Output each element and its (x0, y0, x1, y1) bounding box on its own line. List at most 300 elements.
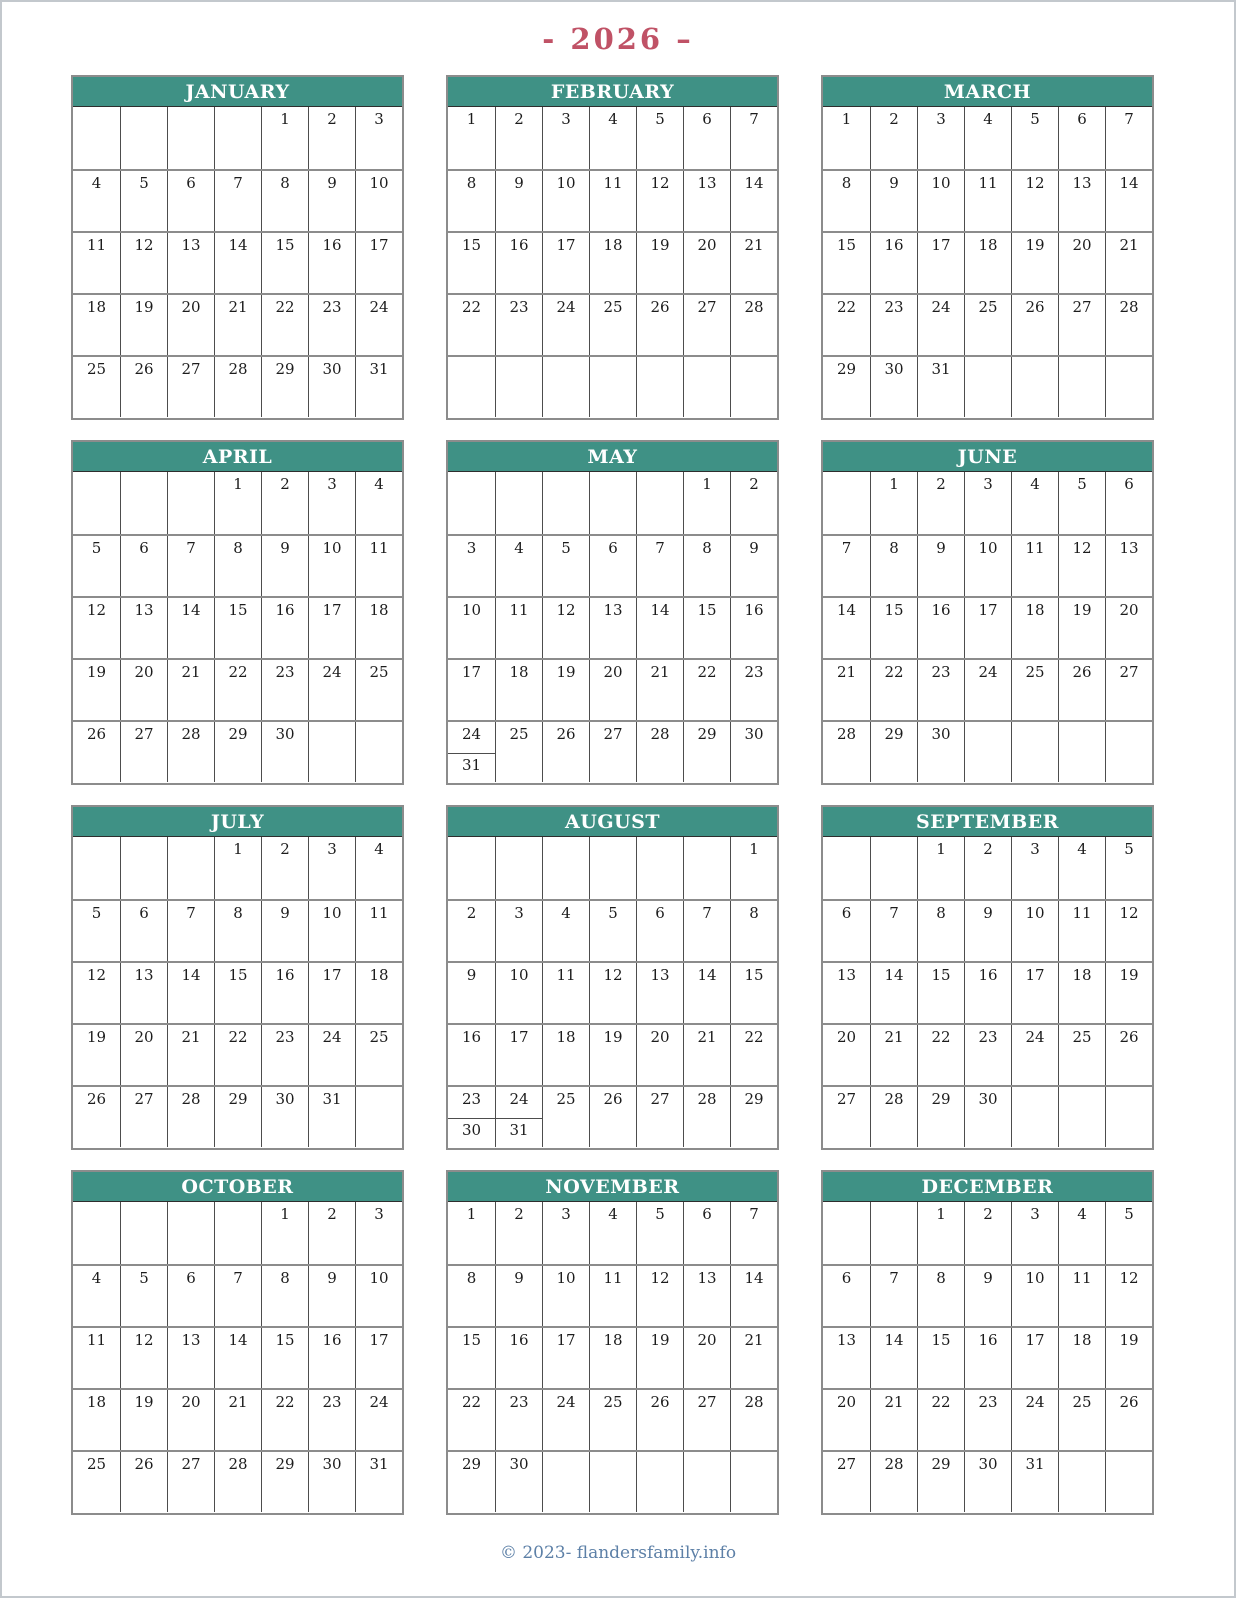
day-cell (1105, 171, 1152, 231)
day-number: 1 (466, 110, 477, 128)
day-number: 12 (86, 966, 107, 984)
day-number: 23 (744, 663, 764, 681)
day-number: 24 (369, 298, 389, 316)
week-row (823, 107, 1152, 169)
month-february (446, 75, 779, 420)
day-number: 22 (275, 1393, 295, 1411)
day-number: 29 (697, 725, 717, 743)
week-row (73, 107, 402, 169)
day-cell-empty (73, 472, 120, 534)
day-cell-split (448, 1087, 495, 1147)
week-row (823, 534, 1152, 596)
day-number: 20 (134, 1028, 154, 1046)
day-number: 9 (280, 539, 290, 557)
day-number: 3 (561, 1205, 571, 1223)
day-cell (964, 1025, 1011, 1085)
day-cell (120, 295, 167, 355)
day-number: 17 (556, 1331, 576, 1349)
day-cell (308, 171, 355, 231)
day-cell (823, 1025, 870, 1085)
day-cell-empty (1011, 1087, 1058, 1147)
day-cell (636, 1025, 683, 1085)
day-number: 25 (556, 1090, 576, 1108)
day-cell (917, 1452, 964, 1512)
day-cell (730, 1328, 777, 1388)
day-cell-empty (823, 1202, 870, 1264)
day-cell (495, 1452, 542, 1512)
day-cell (167, 357, 214, 417)
day-cell (589, 295, 636, 355)
day-cell (1058, 901, 1105, 961)
month-title: JUNE (823, 442, 1152, 472)
week-row (823, 1450, 1152, 1512)
day-number: 1 (466, 1205, 477, 1223)
day-number: 13 (1072, 174, 1092, 192)
day-number: 9 (983, 1269, 993, 1287)
day-number: 20 (836, 1028, 857, 1046)
day-cell (308, 1087, 355, 1147)
day-number: 13 (134, 966, 154, 984)
day-number: 15 (275, 1331, 295, 1349)
day-cell (214, 1025, 261, 1085)
day-cell (636, 171, 683, 231)
day-number: 6 (139, 904, 149, 922)
day-number: 15 (275, 236, 295, 254)
day-cell (167, 963, 214, 1023)
title-bar (2, 2, 1234, 75)
day-number: 24 (496, 1087, 542, 1119)
day-cell (355, 837, 402, 899)
day-cell-empty (495, 357, 542, 417)
day-cell (495, 1266, 542, 1326)
day-number: 10 (1025, 1269, 1045, 1287)
day-cell (120, 536, 167, 596)
day-cell (589, 1390, 636, 1450)
day-cell (308, 1025, 355, 1085)
day-number: 1 (280, 110, 290, 128)
week-row (823, 293, 1152, 355)
week-row (448, 961, 777, 1023)
day-number: 6 (841, 1269, 852, 1287)
day-cell-empty (870, 1202, 917, 1264)
day-cell (495, 1328, 542, 1388)
day-number: 12 (134, 1331, 154, 1349)
day-number: 18 (1072, 966, 1092, 984)
day-number: 15 (931, 1331, 951, 1349)
day-cell (870, 901, 917, 961)
day-number: 5 (1077, 475, 1087, 493)
day-number: 13 (134, 601, 154, 619)
day-number: 13 (1119, 539, 1139, 557)
day-number: 27 (1119, 663, 1139, 681)
day-cell (1105, 598, 1152, 658)
day-number: 20 (650, 1028, 670, 1046)
day-cell (355, 1452, 402, 1512)
day-cell (823, 171, 870, 231)
day-number: 10 (978, 539, 998, 557)
day-cell (261, 171, 308, 231)
day-number: 19 (1119, 966, 1139, 984)
day-cell (964, 1328, 1011, 1388)
day-cell (589, 1266, 636, 1326)
day-cell (261, 233, 308, 293)
day-number: 25 (509, 725, 529, 743)
day-cell (636, 1390, 683, 1450)
day-cell (120, 1328, 167, 1388)
day-cell (870, 1087, 917, 1147)
day-number: 28 (1119, 298, 1139, 316)
day-cell (964, 1202, 1011, 1264)
day-number: 3 (1030, 840, 1040, 858)
day-number: 21 (228, 298, 248, 316)
day-number: 9 (889, 174, 899, 192)
day-cell-empty (964, 722, 1011, 782)
week-row (823, 169, 1152, 231)
day-cell (823, 1328, 870, 1388)
day-cell (261, 1390, 308, 1450)
day-cell (542, 1087, 589, 1147)
day-cell (355, 1025, 402, 1085)
day-number: 5 (655, 110, 665, 128)
day-cell (542, 1390, 589, 1450)
day-cell (683, 107, 730, 169)
day-number: 22 (744, 1028, 764, 1046)
day-cell (448, 963, 495, 1023)
day-number: 26 (1072, 663, 1092, 681)
day-cell (636, 1087, 683, 1147)
day-cell (495, 536, 542, 596)
day-number: 26 (603, 1090, 623, 1108)
day-cell (355, 660, 402, 720)
day-cell-empty (214, 1202, 261, 1264)
week-row (448, 1023, 777, 1085)
day-number: 21 (181, 663, 201, 681)
day-cell (870, 472, 917, 534)
day-cell (730, 107, 777, 169)
day-number: 21 (744, 236, 764, 254)
day-cell (214, 1328, 261, 1388)
day-cell (495, 598, 542, 658)
day-cell (1058, 472, 1105, 534)
day-cell (73, 1452, 120, 1512)
day-number: 26 (86, 725, 107, 743)
day-cell (167, 171, 214, 231)
day-cell (870, 357, 917, 417)
month-title: MAY (448, 442, 777, 472)
day-cell (917, 171, 964, 231)
day-number: 23 (978, 1028, 998, 1046)
day-cell (214, 536, 261, 596)
week-row (73, 1326, 402, 1388)
day-number: 11 (978, 174, 998, 192)
day-number: 28 (884, 1455, 904, 1473)
day-cell (589, 1328, 636, 1388)
day-number-overflow: 31 (461, 756, 482, 774)
day-number: 6 (186, 174, 196, 192)
day-number: 30 (322, 360, 342, 378)
day-number: 23 (884, 298, 904, 316)
day-number: 31 (931, 360, 951, 378)
day-cell (1011, 472, 1058, 534)
day-number: 29 (228, 1090, 248, 1108)
day-cell (917, 837, 964, 899)
day-cell (1105, 660, 1152, 720)
week-row (73, 658, 402, 720)
week-row (823, 596, 1152, 658)
day-cell (964, 1087, 1011, 1147)
month-january (71, 75, 404, 420)
week-row (73, 720, 402, 782)
day-number: 26 (650, 298, 670, 316)
day-cell-empty (636, 472, 683, 534)
day-number: 9 (280, 904, 290, 922)
day-number: 28 (181, 725, 201, 743)
day-cell (448, 1452, 495, 1512)
day-number: 30 (931, 725, 951, 743)
day-cell (1105, 472, 1152, 534)
day-cell (308, 598, 355, 658)
day-number: 9 (514, 1269, 524, 1287)
day-cell (120, 722, 167, 782)
day-cell (261, 107, 308, 169)
day-number: 24 (931, 298, 951, 316)
day-number: 15 (697, 601, 717, 619)
day-number: 16 (509, 236, 529, 254)
day-cell (448, 1328, 495, 1388)
day-number: 29 (931, 1090, 951, 1108)
day-number: 27 (650, 1090, 670, 1108)
day-cell (1011, 171, 1058, 231)
day-cell (542, 171, 589, 231)
day-number: 17 (322, 601, 342, 619)
week-row (448, 472, 777, 534)
day-cell-empty (1105, 357, 1152, 417)
day-number: 24 (1025, 1028, 1045, 1046)
day-cell (261, 837, 308, 899)
week-row (448, 1202, 777, 1264)
day-cell (917, 1025, 964, 1085)
day-number: 15 (931, 966, 951, 984)
day-number: 28 (181, 1090, 201, 1108)
day-number: 11 (603, 174, 623, 192)
day-cell (261, 357, 308, 417)
day-cell (870, 1328, 917, 1388)
day-number: 17 (931, 236, 951, 254)
week-row (73, 355, 402, 417)
day-cell (355, 963, 402, 1023)
day-cell (214, 233, 261, 293)
month-april (71, 440, 404, 785)
day-number: 1 (702, 475, 712, 493)
day-number: 14 (884, 966, 904, 984)
day-number: 18 (369, 966, 389, 984)
day-number: 20 (181, 298, 201, 316)
day-cell (261, 536, 308, 596)
week-row (73, 596, 402, 658)
day-number: 4 (608, 110, 618, 128)
day-cell (542, 295, 589, 355)
day-cell-empty (1058, 1452, 1105, 1512)
day-number: 13 (181, 1331, 201, 1349)
week-row (823, 658, 1152, 720)
day-cell (683, 1328, 730, 1388)
day-number: 8 (702, 539, 712, 557)
day-number: 5 (1030, 110, 1040, 128)
day-cell (823, 1390, 870, 1450)
day-cell (167, 1025, 214, 1085)
day-number: 25 (369, 663, 389, 681)
day-number: 27 (603, 725, 623, 743)
day-cell-empty (683, 837, 730, 899)
day-cell (636, 233, 683, 293)
day-cell (636, 660, 683, 720)
day-number: 8 (936, 904, 946, 922)
day-number: 21 (836, 663, 857, 681)
day-number: 25 (603, 298, 623, 316)
week-row (448, 534, 777, 596)
day-cell (870, 963, 917, 1023)
day-number: 16 (884, 236, 904, 254)
day-cell (683, 901, 730, 961)
day-cell (73, 295, 120, 355)
day-number: 16 (744, 601, 764, 619)
day-number: 7 (655, 539, 665, 557)
day-cell (214, 171, 261, 231)
day-number: 26 (650, 1393, 670, 1411)
day-number: 18 (603, 236, 623, 254)
day-cell (730, 1266, 777, 1326)
day-number: 24 (556, 1393, 576, 1411)
day-cell (1105, 1390, 1152, 1450)
week-row (73, 472, 402, 534)
day-cell-empty (636, 357, 683, 417)
day-number: 13 (650, 966, 670, 984)
day-cell (964, 295, 1011, 355)
day-number: 28 (884, 1090, 904, 1108)
day-cell (448, 1390, 495, 1450)
day-number: 19 (603, 1028, 623, 1046)
day-number: 2 (983, 1205, 993, 1223)
day-cell (214, 1452, 261, 1512)
day-number: 2 (514, 110, 524, 128)
day-cell (1105, 1025, 1152, 1085)
day-number: 1 (936, 840, 946, 858)
day-cell-empty (1105, 1087, 1152, 1147)
day-number: 3 (1030, 1205, 1040, 1223)
day-number: 12 (86, 601, 107, 619)
day-number: 22 (275, 298, 295, 316)
day-cell-empty (1058, 722, 1105, 782)
day-cell-empty (823, 837, 870, 899)
day-number: 30 (978, 1090, 998, 1108)
day-number: 9 (327, 174, 337, 192)
day-number: 23 (448, 1087, 495, 1119)
day-cell (1105, 901, 1152, 961)
day-number: 29 (836, 360, 857, 378)
day-cell (355, 901, 402, 961)
day-cell (730, 295, 777, 355)
day-number: 23 (978, 1393, 998, 1411)
week-row (823, 1388, 1152, 1450)
day-cell (261, 722, 308, 782)
day-number: 1 (233, 840, 243, 858)
day-number: 12 (650, 174, 670, 192)
day-number: 22 (697, 663, 717, 681)
day-number: 29 (461, 1455, 482, 1473)
day-cell (355, 357, 402, 417)
day-number: 7 (233, 174, 243, 192)
day-number: 29 (228, 725, 248, 743)
day-number: 10 (322, 904, 342, 922)
day-number: 23 (322, 1393, 342, 1411)
month-september (821, 805, 1154, 1150)
day-cell (1011, 1266, 1058, 1326)
week-row (448, 596, 777, 658)
day-cell (870, 1266, 917, 1326)
day-number: 2 (514, 1205, 524, 1223)
day-cell (308, 107, 355, 169)
day-number: 30 (884, 360, 904, 378)
week-row (448, 720, 777, 782)
day-number: 31 (369, 1455, 389, 1473)
day-number: 21 (228, 1393, 248, 1411)
day-cell (1011, 901, 1058, 961)
day-number: 21 (181, 1028, 201, 1046)
day-number: 31 (369, 360, 389, 378)
week-row (73, 169, 402, 231)
day-cell (495, 107, 542, 169)
week-row (73, 837, 402, 899)
day-cell (355, 171, 402, 231)
day-cell (308, 295, 355, 355)
day-cell (73, 1390, 120, 1450)
day-cell (1011, 1452, 1058, 1512)
day-cell (542, 1202, 589, 1264)
day-cell (73, 901, 120, 961)
day-cell (589, 233, 636, 293)
day-cell (1011, 1328, 1058, 1388)
day-cell-empty (589, 472, 636, 534)
day-cell (448, 660, 495, 720)
day-number: 18 (86, 298, 107, 316)
day-cell (214, 1390, 261, 1450)
day-number: 6 (139, 539, 149, 557)
day-number: 20 (134, 663, 154, 681)
day-cell (823, 233, 870, 293)
day-cell (261, 598, 308, 658)
day-cell (355, 107, 402, 169)
week-row (448, 1450, 777, 1512)
day-cell (1058, 598, 1105, 658)
day-number: 18 (556, 1028, 576, 1046)
month-june (821, 440, 1154, 785)
day-number: 13 (697, 1269, 717, 1287)
day-number: 4 (514, 539, 524, 557)
week-row (448, 169, 777, 231)
day-number: 14 (836, 601, 857, 619)
day-cell (308, 837, 355, 899)
day-cell (495, 1390, 542, 1450)
day-number: 18 (603, 1331, 623, 1349)
day-cell (214, 598, 261, 658)
day-cell (73, 1328, 120, 1388)
day-number: 28 (697, 1090, 717, 1108)
day-cell (917, 1266, 964, 1326)
day-cell (120, 233, 167, 293)
day-cell (917, 1202, 964, 1264)
day-number: 2 (280, 840, 290, 858)
day-number: 19 (1025, 236, 1045, 254)
